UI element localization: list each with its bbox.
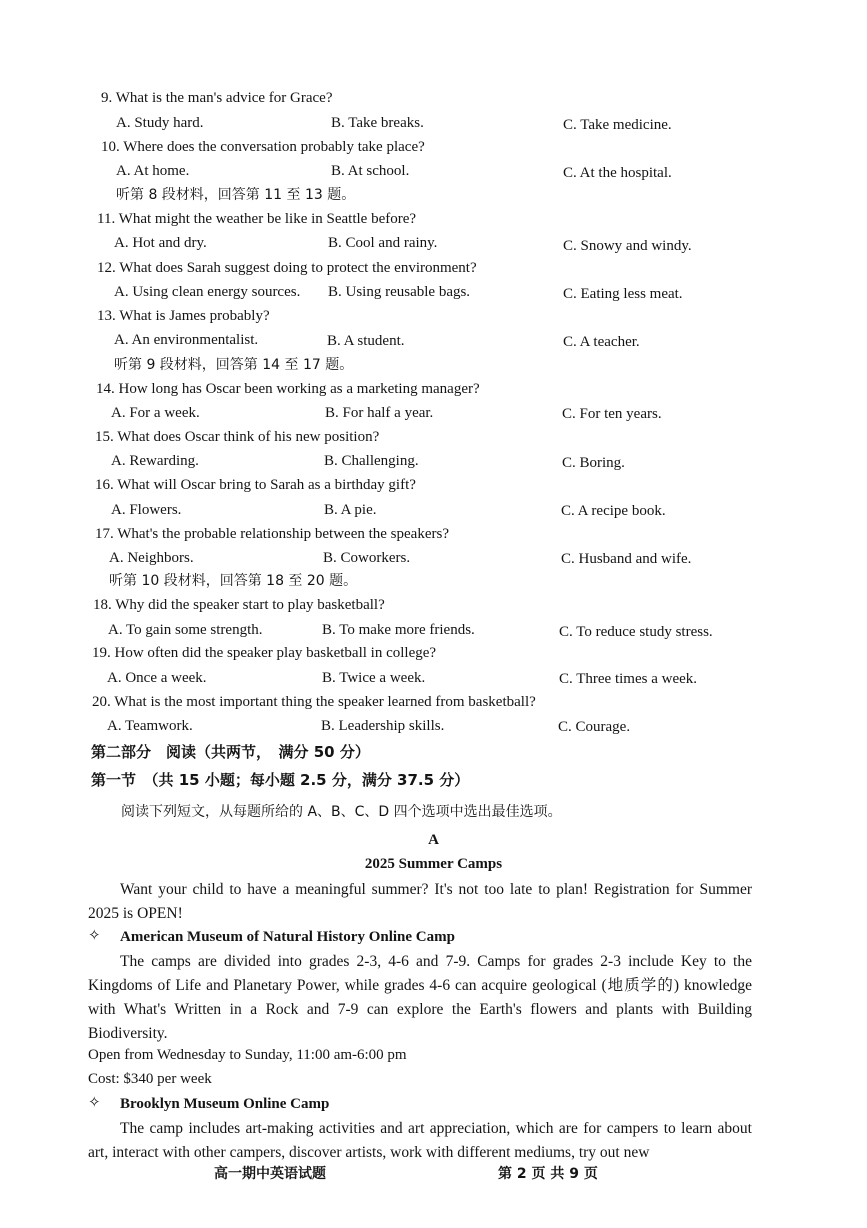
option-a: A. Hot and dry. [114,235,207,251]
option-c: C. Take medicine. [563,117,672,133]
option-b: B. At school. [331,163,410,179]
question-stem: 15. What does Oscar think of his new position? [95,429,380,445]
listening-instruction: 听第 9 段材料，回答第 14 至 17 题。 [114,357,354,373]
camp-name: American Museum of Natural History Online Camp [120,929,455,945]
option-a: A. Once a week. [107,670,207,686]
option-b: B. Take breaks. [331,115,424,131]
option-a: A. Neighbors. [109,550,194,566]
option-b: B. For half a year. [325,405,434,421]
option-a: A. To gain some strength. [108,622,263,638]
camp-name: Brooklyn Museum Online Camp [120,1096,330,1112]
option-c: C. Husband and wife. [561,551,692,567]
option-c: C. Three times a week. [559,671,698,687]
listening-instruction: 听第 10 段材料，回答第 18 至 20 题。 [109,573,358,589]
option-b: B. Twice a week. [322,670,426,686]
part-heading: 第二部分 阅读（共两节， 满分 50 分） [91,743,370,761]
question-stem: 18. Why did the speaker start to play basketball? [93,597,385,613]
question-stem: 11. What might the weather be like in Seattle before? [97,211,417,227]
question-stem: 13. What is James probably? [97,308,270,324]
option-a: A. At home. [116,163,190,179]
question-stem: 19. How often did the speaker play basketball in college? [92,645,437,661]
option-c: C. A teacher. [563,334,640,350]
option-b: B. Cool and rainy. [328,235,438,251]
option-c: C. A recipe book. [561,503,666,519]
page-number: 第 2 页 共 9 页 [498,1166,598,1182]
option-b: B. Using reusable bags. [328,284,471,300]
camp-description: The camps are divided into grades 2-3, 4-6 and 7-9. Camps for grades 2-3 include Key to the Kingdoms of Life and Planetary Power, while grades 4-6 can acquire geological (地质学的) knowledge with What's Written in a Rock and 7-9 can explore the Earth's flowers and plants with Building Biodiversity. [88,953,752,1042]
option-a: A. Using clean energy sources. [114,284,301,300]
question-stem: 20. What is the most important thing the speaker learned from basketball? [92,694,536,710]
option-a: A. Study hard. [116,115,204,131]
footer-title: 高一期中英语试题 [214,1166,326,1182]
bullet-icon: ✧ [88,1095,101,1111]
option-b: B. A student. [327,333,405,349]
camp-description: The camp includes art-making activities and art appreciation, which are for campers to learn about art, interact with other campers, discover artists, work with different mediums, try out new [88,1120,752,1161]
option-b: B. To make more friends. [322,622,475,638]
question-stem: 12. What does Sarah suggest doing to protect the environment? [97,260,477,276]
camp-hours: Open from Wednesday to Sunday, 11:00 am-6:00 pm [88,1047,407,1063]
section-heading: 第一节 （共 15 小题；每小题 2.5 分，满分 37.5 分） [91,771,470,789]
passage-letter: A [428,832,439,848]
option-b: B. Coworkers. [323,550,411,566]
option-c: C. Eating less meat. [563,286,683,302]
camp-cost: Cost: $340 per week [88,1071,212,1087]
passage-title: 2025 Summer Camps [364,856,503,872]
option-c: C. Snowy and windy. [563,238,692,254]
option-a: A. Rewarding. [111,453,199,469]
option-c: C. For ten years. [562,406,662,422]
reading-directions: 阅读下列短文，从每题所给的 A、B、C、D 四个选项中选出最佳选项。 [121,804,562,820]
question-stem: 10. Where does the conversation probably take place? [101,139,425,155]
question-stem: 14. How long has Oscar been working as a marketing manager? [96,381,480,397]
option-b: B. A pie. [324,502,377,518]
option-c: C. To reduce study stress. [559,624,713,640]
option-c: C. Boring. [562,455,625,471]
option-b: B. Challenging. [324,453,419,469]
listening-instruction: 听第 8 段材料，回答第 11 至 13 题。 [116,187,356,203]
option-a: A. For a week. [111,405,200,421]
option-a: A. Teamwork. [107,718,193,734]
option-b: B. Leadership skills. [321,718,445,734]
question-stem: 17. What's the probable relationship between the speakers? [95,526,449,542]
passage-intro: Want your child to have a meaningful summer? It's not too late to plan! Registration for Summer 2025 is OPEN! [88,881,752,922]
option-c: C. Courage. [558,719,631,735]
option-c: C. At the hospital. [563,165,672,181]
option-a: A. Flowers. [111,502,182,518]
bullet-icon: ✧ [88,928,101,944]
option-a: A. An environmentalist. [114,332,259,348]
question-stem: 16. What will Oscar bring to Sarah as a birthday gift? [95,477,416,493]
question-stem: 9. What is the man's advice for Grace? [101,90,333,106]
